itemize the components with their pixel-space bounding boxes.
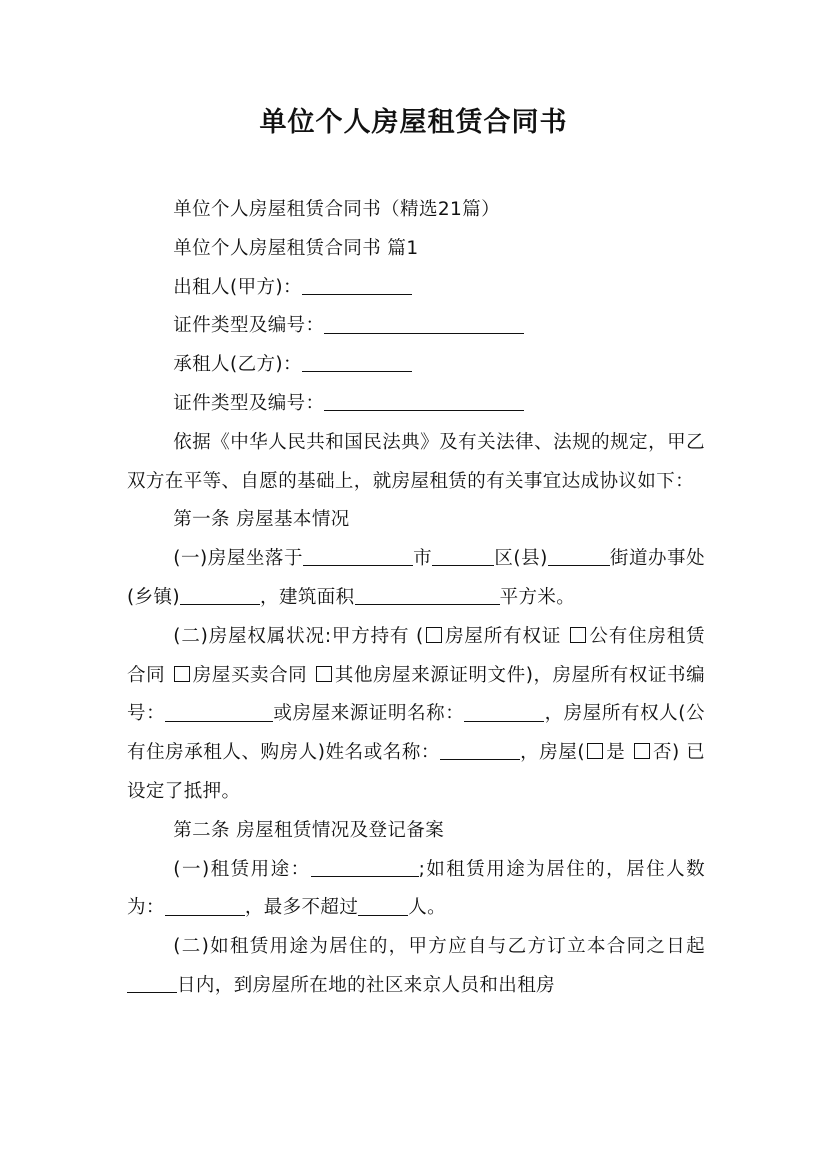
registration-text-1: (二)如租赁用途为居住的，甲方应自与乙方订立本合同之日起 bbox=[173, 936, 705, 958]
area-blank bbox=[355, 585, 500, 605]
usage-text-1: (一)租赁用途： bbox=[173, 858, 311, 880]
lessee-label: 承租人(乙方)： bbox=[173, 354, 302, 376]
document-body bbox=[127, 191, 705, 1006]
ownership-text-3: 或房屋来源证明名称： bbox=[273, 703, 465, 725]
checkbox-mortgage-yes[interactable] bbox=[587, 743, 603, 759]
usage-text-2: ;如租赁用途为居住的，居住人数为： bbox=[127, 858, 706, 919]
max-residents-blank bbox=[358, 895, 408, 915]
location-text-1: (一)房屋坐落于 bbox=[173, 548, 303, 570]
lessor-id-label: 证件类型及编号： bbox=[173, 315, 325, 337]
city-blank bbox=[303, 546, 413, 566]
option-other-proof: 其他房屋来源证明文件 bbox=[334, 664, 526, 686]
article-2-heading: 第二条 房屋租赁情况及登记备案 bbox=[173, 819, 445, 841]
article-2-usage-paragraph bbox=[127, 851, 705, 929]
office-blank bbox=[180, 585, 260, 605]
subtitle-line: 单位个人房屋租赁合同书（精选21篇） bbox=[173, 199, 500, 220]
owner-name-blank bbox=[440, 740, 520, 760]
option-public-lease: 公有住房租赁合同 bbox=[127, 625, 706, 686]
document-title: 单位个人房屋租赁合同书 bbox=[259, 107, 568, 138]
checkbox-mortgage-no[interactable] bbox=[634, 743, 650, 759]
residents-blank bbox=[165, 895, 245, 915]
article-2-registration-paragraph bbox=[127, 928, 705, 1006]
ownership-text-6: ) 已设定了抵押。 bbox=[127, 742, 706, 802]
lessor-line bbox=[127, 269, 705, 308]
checkbox-other-proof[interactable] bbox=[316, 666, 332, 682]
part-heading: 单位个人房屋租赁合同书 篇1 bbox=[173, 237, 419, 259]
option-sale-contract: 房屋买卖合同 bbox=[192, 664, 308, 686]
article-1-ownership-paragraph bbox=[127, 618, 705, 812]
lessee-id-line bbox=[127, 385, 705, 424]
lessee-id-blank bbox=[324, 391, 524, 411]
option-mortgage-no: 否 bbox=[652, 742, 673, 764]
lessor-id-line bbox=[127, 307, 705, 346]
district-blank bbox=[432, 546, 494, 566]
proof-name-blank bbox=[464, 701, 544, 721]
ownership-text-5: ，房屋( bbox=[520, 742, 586, 764]
street-blank bbox=[548, 546, 610, 566]
registration-text-2: 日内，到房屋所在地的社区来京人员和出租房 bbox=[177, 974, 556, 996]
location-text-4: 街道办事处(乡镇) bbox=[127, 548, 705, 608]
checkbox-ownership-cert[interactable] bbox=[426, 627, 442, 643]
option-ownership-cert: 房屋所有权证 bbox=[444, 625, 562, 647]
location-text-2: 市 bbox=[413, 548, 433, 570]
checkbox-public-lease[interactable] bbox=[570, 627, 586, 643]
intro-paragraph: 依据《中华人民共和国民法典》及有关法律、法规的规定，甲乙双方在平等、自愿的基础上，就房屋租赁的有关事宜达成协议如下： bbox=[127, 431, 705, 492]
lessee-id-label: 证件类型及编号： bbox=[173, 392, 325, 414]
ownership-text-4: ，房屋所有权人(公有住房承租人、购房人)姓名或名称： bbox=[127, 703, 705, 764]
checkbox-sale-contract[interactable] bbox=[174, 666, 190, 682]
lessor-blank bbox=[302, 274, 412, 294]
usage-text-4: 人。 bbox=[408, 897, 447, 919]
lessee-line bbox=[127, 346, 705, 385]
ownership-text-2: )，房屋所有权证书编号： bbox=[127, 664, 705, 725]
location-text-5: ，建筑面积 bbox=[260, 586, 355, 608]
days-blank bbox=[127, 973, 177, 993]
lessor-id-blank bbox=[324, 313, 524, 333]
lessee-blank bbox=[302, 352, 412, 372]
usage-blank bbox=[311, 856, 419, 876]
cert-number-blank bbox=[165, 701, 273, 721]
article-1-heading: 第一条 房屋基本情况 bbox=[173, 509, 350, 531]
article-1-location-paragraph bbox=[127, 540, 705, 618]
location-text-6: 平方米。 bbox=[499, 586, 576, 608]
lessor-label: 出租人(甲方)： bbox=[173, 276, 302, 298]
location-text-3: 区(县) bbox=[494, 548, 548, 570]
option-mortgage-yes: 是 bbox=[606, 742, 626, 764]
ownership-text-1: (二)房屋权属状况:甲方持有 ( bbox=[173, 625, 424, 647]
usage-text-3: ，最多不超过 bbox=[244, 897, 359, 919]
